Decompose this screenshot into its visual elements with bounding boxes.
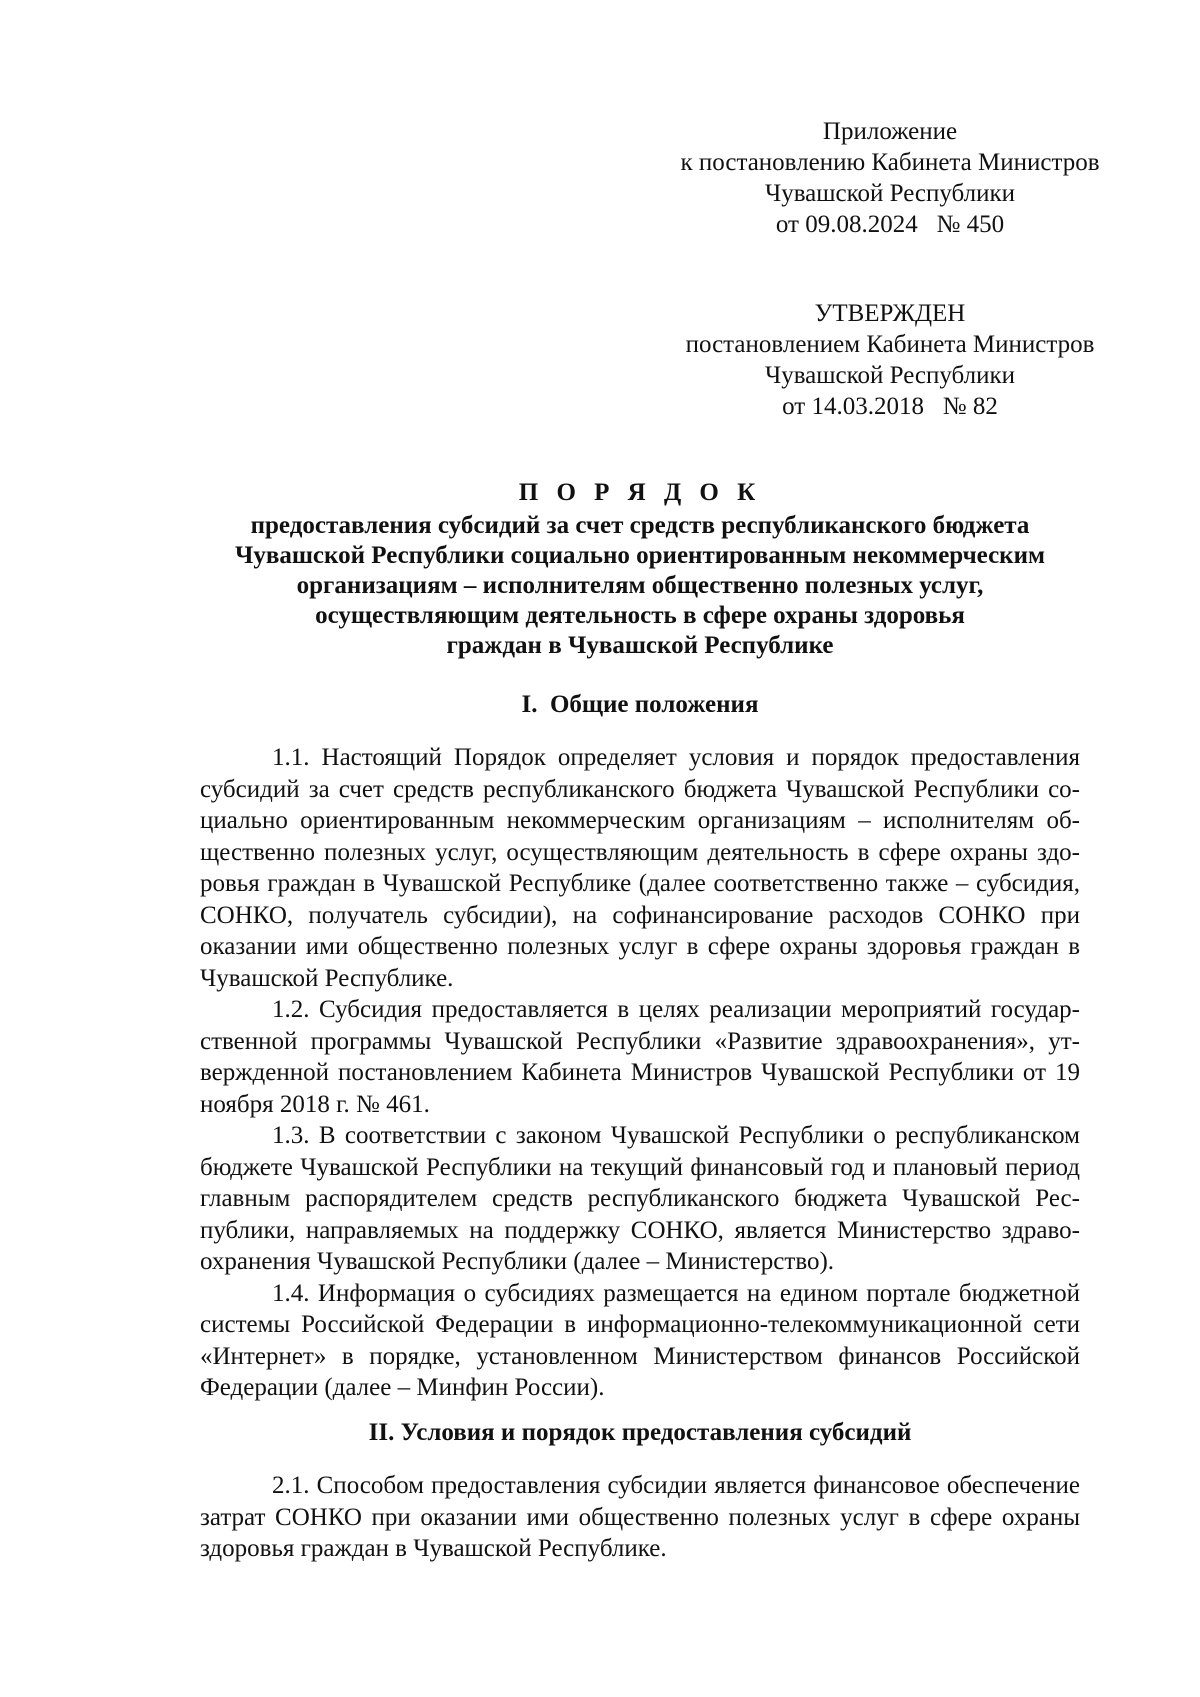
section-heading-1: I. Общие положения: [521, 691, 759, 718]
title-line: предоставления субсидий за счет средств республиканского бюджета: [250, 512, 1030, 539]
paragraph-1-3: 1.3. В соответствии с законом Чувашской Республики о республиканском бюджете Чувашской Республики на текущий финансовый год и плановый период главным распорядителем средств республиканского бюджета Чувашской Республики, направляемых на поддержку СОНКО, является Министерство здравоохранения Чувашской Республики (далее – Министерство).: [200, 1122, 1080, 1275]
appendix-header: [650, 116, 1130, 240]
paragraph-1-1: 1.1. Настоящий Порядок определяет условия и порядок предоставления субсидий за счет средств республиканского бюджета Чувашской Республики социально ориентированным некоммерческим организациям – исполнителям общественно полезных услуг, осуществляющим деятельность в сфере охраны здоровья граждан в Чувашской Республике (далее соответственно также – субсидия, СОНКО, получатель субсидии), на софинансирование расходов СОНКО при оказании ими общественно полезных услуг в сфере охраны здоровья граждан в Чувашской Республике.: [200, 744, 1080, 992]
paragraph-1-2: 1.2. Субсидия предоставляется в целях реализации мероприятий государственной программы Чувашской Республики «Развитие здравоохранения», утвержденной постановлением Кабинета Министров Чувашской Республики от 19 ноября 2018 г. № 461.: [200, 996, 1080, 1118]
approved-line: постановлением Кабинета Министров: [685, 331, 1095, 358]
approved-line: Чувашской Республики: [764, 362, 1016, 389]
section-heading-2: II. Условия и порядок предоставления субсидий: [368, 1419, 912, 1446]
appendix-date-number: от 09.08.2024 № 450: [775, 211, 1005, 238]
approved-date-number: от 14.03.2018 № 82: [782, 393, 998, 420]
paragraph-1-4: 1.4. Информация о субсидиях размещается на едином портале бюджетной системы Российской Федерации в информационно-телекоммуникационной сети «Интернет» в порядке, установленном Министерством финансов Российской Федерации (далее – Минфин России).: [200, 1279, 1080, 1401]
title-line: Чувашской Республики социально ориентированным некоммерческим: [234, 542, 1046, 569]
section-1-body: [200, 742, 1080, 1404]
appendix-line: к постановлению Кабинета Министров: [680, 149, 1100, 176]
title-line: осуществляющим деятельность в сфере охраны здоровья: [315, 602, 965, 629]
title-line: граждан в Чувашской Республике: [446, 632, 834, 659]
title-word: П О Р Я Д О К: [518, 479, 762, 506]
appendix-line: Чувашской Республики: [764, 180, 1016, 207]
document-title: [200, 478, 1080, 661]
appendix-line: Приложение: [822, 118, 958, 145]
approved-label: УТВЕРЖДЕН: [814, 300, 966, 327]
section-2-body: [200, 1470, 1080, 1565]
paragraph-2-1: 2.1. Способом предоставления субсидии является финансовое обеспечение затрат СОНКО при оказании ими общественно полезных услуг в сфере охраны здоровья граждан в Чувашской Республике.: [200, 1472, 1080, 1562]
title-line: организациям – исполнителям общественно полезных услуг,: [296, 572, 984, 599]
approved-header: [650, 298, 1130, 422]
